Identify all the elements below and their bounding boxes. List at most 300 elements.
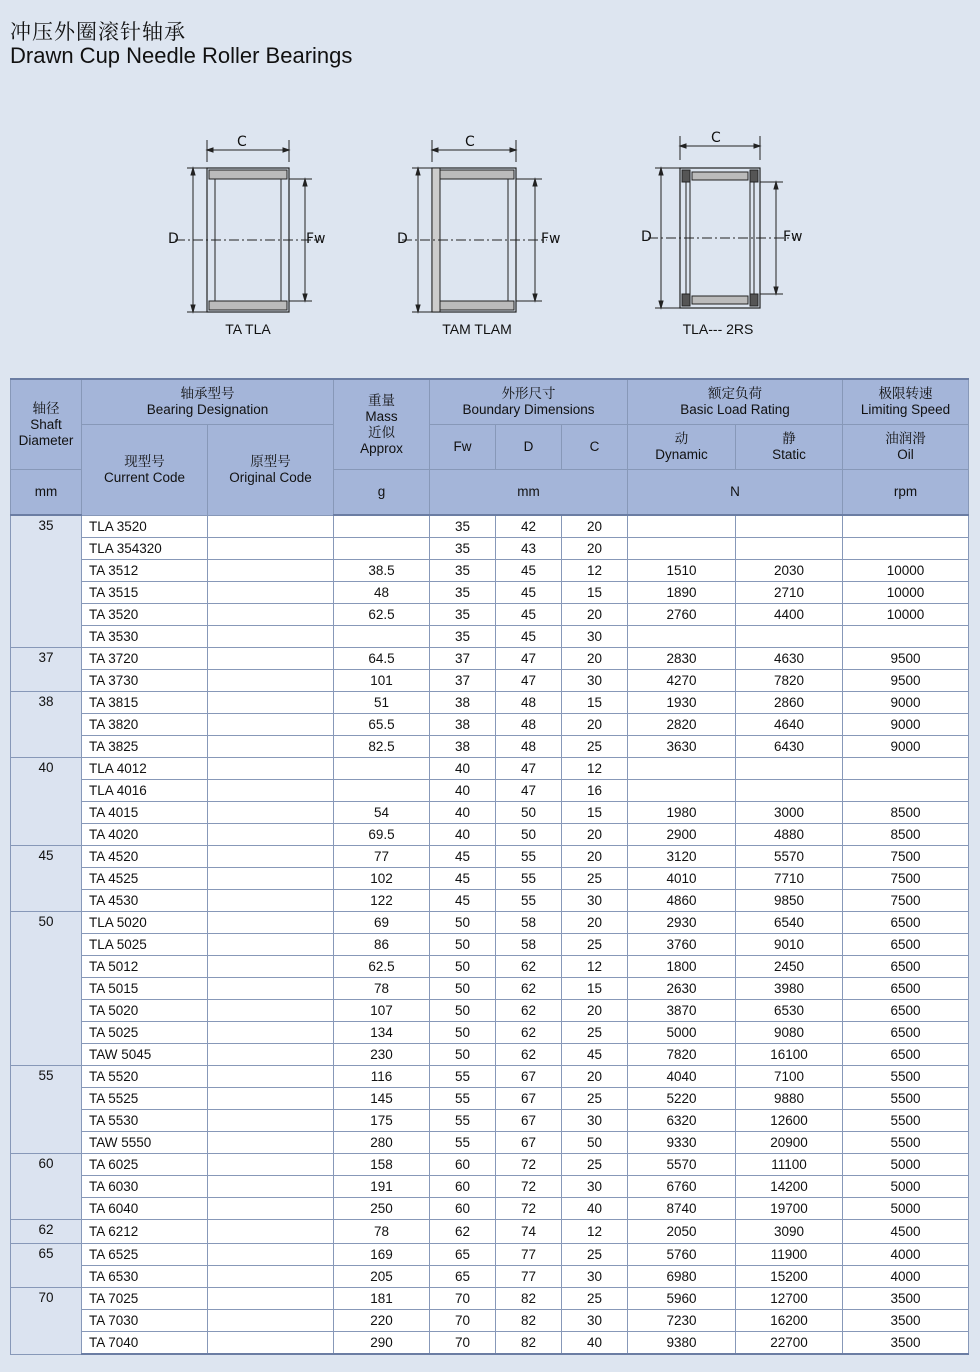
original-code-cell: [208, 846, 334, 868]
speed-cell: 7500: [843, 890, 969, 912]
speed-cell: 3500: [843, 1332, 969, 1355]
original-code-cell: [208, 934, 334, 956]
d-cell: 72: [496, 1154, 562, 1176]
d-cell: 42: [496, 515, 562, 538]
header-original-code: 原型号 Original Code: [208, 425, 334, 516]
speed-cell: 9000: [843, 736, 969, 758]
d-cell: 45: [496, 626, 562, 648]
original-code-cell: [208, 1176, 334, 1198]
speed-cell: 6500: [843, 978, 969, 1000]
speed-cell: 10000: [843, 604, 969, 626]
current-code-cell: TA 3530: [82, 626, 208, 648]
speed-cell: 3500: [843, 1310, 969, 1332]
table-row: [11, 758, 969, 780]
speed-cell: 6500: [843, 1000, 969, 1022]
table-row: [11, 1266, 969, 1288]
current-code-cell: TA 4020: [82, 824, 208, 846]
c-cell: 20: [562, 648, 628, 670]
mass-cell: 78: [334, 1220, 430, 1244]
d-cell: 62: [496, 956, 562, 978]
original-code-cell: [208, 1154, 334, 1176]
fw-cell: 40: [430, 824, 496, 846]
dynamic-load-cell: 4270: [628, 670, 736, 692]
mass-cell: 250: [334, 1198, 430, 1220]
original-code-cell: [208, 1332, 334, 1355]
static-load-cell: [736, 758, 843, 780]
mass-cell: 101: [334, 670, 430, 692]
table-row: [11, 1176, 969, 1198]
table-row: [11, 1000, 969, 1022]
static-load-cell: 12700: [736, 1288, 843, 1310]
fw-cell: 50: [430, 912, 496, 934]
current-code-cell: TLA 5020: [82, 912, 208, 934]
header-shaft: 轴径 Shaft Diameter: [11, 379, 82, 470]
dynamic-load-cell: 6320: [628, 1110, 736, 1132]
dynamic-load-cell: 1510: [628, 560, 736, 582]
current-code-cell: TA 7025: [82, 1288, 208, 1310]
original-code-cell: [208, 582, 334, 604]
static-load-cell: [736, 538, 843, 560]
bearing-spec-table: [10, 378, 969, 1355]
fw-cell: 62: [430, 1220, 496, 1244]
fw-cell: 37: [430, 648, 496, 670]
static-load-cell: 7710: [736, 868, 843, 890]
c-cell: 40: [562, 1332, 628, 1355]
current-code-cell: TLA 3520: [82, 515, 208, 538]
fw-cell: 55: [430, 1110, 496, 1132]
current-code-cell: TA 6030: [82, 1176, 208, 1198]
mass-cell: 116: [334, 1066, 430, 1088]
dim-fw-label: Fw: [783, 229, 803, 245]
speed-cell: 5000: [843, 1198, 969, 1220]
speed-cell: [843, 515, 969, 538]
header-oil: 油润滑 Oil: [843, 425, 969, 470]
current-code-cell: TA 5530: [82, 1110, 208, 1132]
dynamic-load-cell: 6760: [628, 1176, 736, 1198]
original-code-cell: [208, 604, 334, 626]
header-basic-load-rating: 额定负荷 Basic Load Rating: [628, 379, 843, 425]
table-row: [11, 1154, 969, 1176]
static-load-cell: 11900: [736, 1244, 843, 1266]
d-cell: 45: [496, 560, 562, 582]
c-cell: 25: [562, 1288, 628, 1310]
bearing-drawing-tam-tlam: [387, 128, 567, 328]
c-cell: 12: [562, 956, 628, 978]
table-row: [11, 692, 969, 714]
dynamic-load-cell: 1890: [628, 582, 736, 604]
dynamic-load-cell: 2760: [628, 604, 736, 626]
c-cell: 20: [562, 1000, 628, 1022]
c-cell: 25: [562, 1022, 628, 1044]
speed-cell: 5500: [843, 1110, 969, 1132]
fw-cell: 38: [430, 692, 496, 714]
d-cell: 62: [496, 1000, 562, 1022]
original-code-cell: [208, 670, 334, 692]
mass-cell: 82.5: [334, 736, 430, 758]
original-code-cell: [208, 1132, 334, 1154]
table-row: [11, 604, 969, 626]
diagram-tla-2rs: [633, 128, 813, 337]
dynamic-load-cell: 1980: [628, 802, 736, 824]
current-code-cell: TA 4015: [82, 802, 208, 824]
original-code-cell: [208, 1288, 334, 1310]
fw-cell: 40: [430, 780, 496, 802]
original-code-cell: [208, 1110, 334, 1132]
original-code-cell: [208, 824, 334, 846]
fw-cell: 50: [430, 1044, 496, 1066]
mass-cell: 230: [334, 1044, 430, 1066]
d-cell: 50: [496, 802, 562, 824]
d-cell: 72: [496, 1176, 562, 1198]
original-code-cell: [208, 780, 334, 802]
dynamic-load-cell: 2050: [628, 1220, 736, 1244]
dim-c-label: C: [711, 130, 721, 146]
d-cell: 47: [496, 648, 562, 670]
mass-cell: [334, 780, 430, 802]
mass-cell: 205: [334, 1266, 430, 1288]
static-load-cell: 5570: [736, 846, 843, 868]
d-cell: 47: [496, 758, 562, 780]
static-load-cell: 7820: [736, 670, 843, 692]
mass-cell: 62.5: [334, 956, 430, 978]
original-code-cell: [208, 1044, 334, 1066]
speed-cell: 4000: [843, 1244, 969, 1266]
fw-cell: 60: [430, 1198, 496, 1220]
c-cell: 25: [562, 1244, 628, 1266]
fw-cell: 65: [430, 1244, 496, 1266]
d-cell: 62: [496, 1044, 562, 1066]
fw-cell: 35: [430, 582, 496, 604]
mass-cell: 280: [334, 1132, 430, 1154]
fw-cell: 55: [430, 1132, 496, 1154]
d-cell: 77: [496, 1266, 562, 1288]
d-cell: 72: [496, 1198, 562, 1220]
mass-cell: 54: [334, 802, 430, 824]
dynamic-load-cell: [628, 515, 736, 538]
current-code-cell: TLA 4016: [82, 780, 208, 802]
static-load-cell: [736, 780, 843, 802]
dim-d-label: D: [641, 229, 652, 245]
d-cell: 74: [496, 1220, 562, 1244]
original-code-cell: [208, 1220, 334, 1244]
fw-cell: 45: [430, 846, 496, 868]
table-row: [11, 670, 969, 692]
dynamic-load-cell: 5760: [628, 1244, 736, 1266]
static-load-cell: [736, 515, 843, 538]
mass-cell: 191: [334, 1176, 430, 1198]
shaft-diameter-cell: 65: [11, 1244, 82, 1288]
header-d: D: [496, 425, 562, 470]
shaft-diameter-cell: 60: [11, 1154, 82, 1220]
table-row: [11, 846, 969, 868]
static-load-cell: 4630: [736, 648, 843, 670]
original-code-cell: [208, 1022, 334, 1044]
shaft-diameter-cell: 45: [11, 846, 82, 912]
current-code-cell: TA 7030: [82, 1310, 208, 1332]
current-code-cell: TLA 354320: [82, 538, 208, 560]
static-load-cell: 7100: [736, 1066, 843, 1088]
current-code-cell: TA 3520: [82, 604, 208, 626]
c-cell: 30: [562, 1110, 628, 1132]
current-code-cell: TA 3730: [82, 670, 208, 692]
mass-cell: 78: [334, 978, 430, 1000]
fw-cell: 40: [430, 758, 496, 780]
speed-cell: [843, 538, 969, 560]
fw-cell: 55: [430, 1066, 496, 1088]
original-code-cell: [208, 1310, 334, 1332]
current-code-cell: TA 5025: [82, 1022, 208, 1044]
original-code-cell: [208, 626, 334, 648]
c-cell: 20: [562, 912, 628, 934]
unit-mass: g: [334, 470, 430, 516]
static-load-cell: 2450: [736, 956, 843, 978]
original-code-cell: [208, 1198, 334, 1220]
dynamic-load-cell: 4040: [628, 1066, 736, 1088]
c-cell: 25: [562, 868, 628, 890]
dynamic-load-cell: 7820: [628, 1044, 736, 1066]
original-code-cell: [208, 736, 334, 758]
table-row: [11, 1244, 969, 1266]
c-cell: 50: [562, 1132, 628, 1154]
fw-cell: 50: [430, 978, 496, 1000]
fw-cell: 38: [430, 714, 496, 736]
table-row: [11, 956, 969, 978]
speed-cell: 6500: [843, 956, 969, 978]
c-cell: 20: [562, 846, 628, 868]
mass-cell: 62.5: [334, 604, 430, 626]
table-row: [11, 1066, 969, 1088]
dynamic-load-cell: 4860: [628, 890, 736, 912]
table-row: [11, 714, 969, 736]
d-cell: 45: [496, 604, 562, 626]
original-code-cell: [208, 1266, 334, 1288]
fw-cell: 50: [430, 1022, 496, 1044]
fw-cell: 70: [430, 1310, 496, 1332]
speed-cell: 6500: [843, 912, 969, 934]
static-load-cell: 4640: [736, 714, 843, 736]
static-load-cell: 9080: [736, 1022, 843, 1044]
dynamic-load-cell: 1930: [628, 692, 736, 714]
dynamic-load-cell: 9330: [628, 1132, 736, 1154]
dynamic-load-cell: 5570: [628, 1154, 736, 1176]
speed-cell: 9000: [843, 692, 969, 714]
table-row: [11, 1310, 969, 1332]
current-code-cell: TLA 4012: [82, 758, 208, 780]
original-code-cell: [208, 1244, 334, 1266]
original-code-cell: [208, 1066, 334, 1088]
page-title-cn: 冲压外圈滚针轴承: [10, 20, 186, 44]
current-code-cell: TA 6040: [82, 1198, 208, 1220]
mass-cell: 220: [334, 1310, 430, 1332]
unit-shaft: mm: [11, 470, 82, 516]
speed-cell: 5000: [843, 1154, 969, 1176]
original-code-cell: [208, 890, 334, 912]
header-limiting-speed: 极限转速 Limiting Speed: [843, 379, 969, 425]
mass-cell: 134: [334, 1022, 430, 1044]
speed-cell: 10000: [843, 582, 969, 604]
original-code-cell: [208, 802, 334, 824]
mass-cell: [334, 626, 430, 648]
fw-cell: 35: [430, 604, 496, 626]
speed-cell: 3500: [843, 1288, 969, 1310]
d-cell: 55: [496, 890, 562, 912]
shaft-diameter-cell: 55: [11, 1066, 82, 1154]
speed-cell: [843, 780, 969, 802]
c-cell: 25: [562, 1154, 628, 1176]
current-code-cell: TLA 5025: [82, 934, 208, 956]
table-row: [11, 1044, 969, 1066]
static-load-cell: 3090: [736, 1220, 843, 1244]
c-cell: 15: [562, 802, 628, 824]
unit-load: N: [628, 470, 843, 516]
diagram-label: TLA--- 2RS: [682, 321, 754, 337]
static-load-cell: 4400: [736, 604, 843, 626]
original-code-cell: [208, 538, 334, 560]
table-row: [11, 1220, 969, 1244]
d-cell: 50: [496, 824, 562, 846]
mass-cell: 122: [334, 890, 430, 912]
current-code-cell: TA 3825: [82, 736, 208, 758]
table-row: [11, 1198, 969, 1220]
current-code-cell: TA 4530: [82, 890, 208, 912]
static-load-cell: 15200: [736, 1266, 843, 1288]
original-code-cell: [208, 692, 334, 714]
header-c: C: [562, 425, 628, 470]
d-cell: 67: [496, 1066, 562, 1088]
table-row: [11, 736, 969, 758]
dynamic-load-cell: 3760: [628, 934, 736, 956]
c-cell: 40: [562, 1198, 628, 1220]
table-row: [11, 824, 969, 846]
speed-cell: [843, 758, 969, 780]
speed-cell: [843, 626, 969, 648]
speed-cell: 6500: [843, 934, 969, 956]
shaft-diameter-cell: 50: [11, 912, 82, 1066]
current-code-cell: TA 5020: [82, 1000, 208, 1022]
mass-cell: [334, 758, 430, 780]
original-code-cell: [208, 758, 334, 780]
dim-d-label: D: [168, 231, 179, 247]
dim-fw-label: Fw: [306, 231, 326, 247]
static-load-cell: 9880: [736, 1088, 843, 1110]
mass-cell: 86: [334, 934, 430, 956]
d-cell: 67: [496, 1132, 562, 1154]
dynamic-load-cell: 2820: [628, 714, 736, 736]
table-row: [11, 1022, 969, 1044]
static-load-cell: 4880: [736, 824, 843, 846]
static-load-cell: 3980: [736, 978, 843, 1000]
dynamic-load-cell: 3120: [628, 846, 736, 868]
static-load-cell: 2710: [736, 582, 843, 604]
c-cell: 20: [562, 714, 628, 736]
mass-cell: 77: [334, 846, 430, 868]
mass-cell: 102: [334, 868, 430, 890]
shaft-diameter-cell: 35: [11, 515, 82, 648]
mass-cell: 145: [334, 1088, 430, 1110]
dynamic-load-cell: 2930: [628, 912, 736, 934]
d-cell: 55: [496, 868, 562, 890]
fw-cell: 37: [430, 670, 496, 692]
static-load-cell: 3000: [736, 802, 843, 824]
current-code-cell: TA 3512: [82, 560, 208, 582]
static-load-cell: 16100: [736, 1044, 843, 1066]
mass-cell: [334, 538, 430, 560]
table-row: [11, 1332, 969, 1355]
mass-cell: 65.5: [334, 714, 430, 736]
dim-fw-label: Fw: [541, 231, 561, 247]
speed-cell: 6500: [843, 1044, 969, 1066]
static-load-cell: 2030: [736, 560, 843, 582]
static-load-cell: 19700: [736, 1198, 843, 1220]
header-boundary-dimensions: 外形尺寸 Boundary Dimensions: [430, 379, 628, 425]
c-cell: 30: [562, 1310, 628, 1332]
table-row: [11, 560, 969, 582]
dynamic-load-cell: 9380: [628, 1332, 736, 1355]
d-cell: 47: [496, 670, 562, 692]
table-row: [11, 1110, 969, 1132]
static-load-cell: 2860: [736, 692, 843, 714]
static-load-cell: 6430: [736, 736, 843, 758]
dynamic-load-cell: 4010: [628, 868, 736, 890]
speed-cell: 5500: [843, 1132, 969, 1154]
speed-cell: 8500: [843, 802, 969, 824]
d-cell: 48: [496, 714, 562, 736]
c-cell: 20: [562, 515, 628, 538]
d-cell: 67: [496, 1088, 562, 1110]
mass-cell: 69.5: [334, 824, 430, 846]
dynamic-load-cell: 3630: [628, 736, 736, 758]
current-code-cell: TA 5012: [82, 956, 208, 978]
dynamic-load-cell: 2900: [628, 824, 736, 846]
c-cell: 15: [562, 582, 628, 604]
static-load-cell: 22700: [736, 1332, 843, 1355]
diagram-tam-tlam: [387, 128, 567, 337]
c-cell: 20: [562, 538, 628, 560]
original-code-cell: [208, 956, 334, 978]
table-row: [11, 1088, 969, 1110]
fw-cell: 38: [430, 736, 496, 758]
d-cell: 45: [496, 582, 562, 604]
c-cell: 30: [562, 670, 628, 692]
c-cell: 30: [562, 890, 628, 912]
speed-cell: 9500: [843, 670, 969, 692]
current-code-cell: TA 6530: [82, 1266, 208, 1288]
mass-cell: 38.5: [334, 560, 430, 582]
mass-cell: 51: [334, 692, 430, 714]
static-load-cell: 11100: [736, 1154, 843, 1176]
dynamic-load-cell: 2830: [628, 648, 736, 670]
header-static: 静 Static: [736, 425, 843, 470]
d-cell: 58: [496, 912, 562, 934]
header-dynamic: 动 Dynamic: [628, 425, 736, 470]
d-cell: 82: [496, 1310, 562, 1332]
shaft-diameter-cell: 38: [11, 692, 82, 758]
table-row: [11, 780, 969, 802]
static-load-cell: 6540: [736, 912, 843, 934]
c-cell: 25: [562, 934, 628, 956]
original-code-cell: [208, 978, 334, 1000]
c-cell: 25: [562, 736, 628, 758]
d-cell: 47: [496, 780, 562, 802]
mass-cell: 290: [334, 1332, 430, 1355]
table-row: [11, 1132, 969, 1154]
current-code-cell: TA 5520: [82, 1066, 208, 1088]
d-cell: 67: [496, 1110, 562, 1132]
static-load-cell: 12600: [736, 1110, 843, 1132]
static-load-cell: 16200: [736, 1310, 843, 1332]
dynamic-load-cell: 5960: [628, 1288, 736, 1310]
current-code-cell: TAW 5045: [82, 1044, 208, 1066]
